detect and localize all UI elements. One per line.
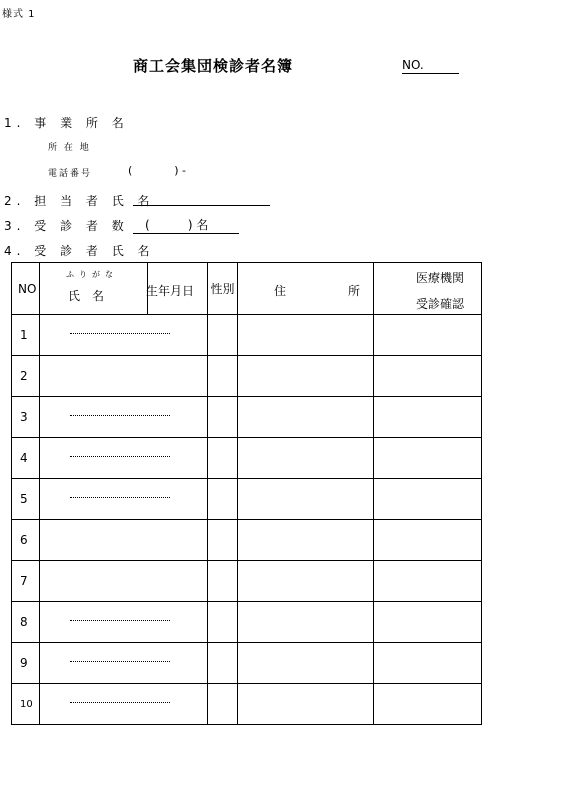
address-cell[interactable]: [238, 438, 374, 479]
medical-cell[interactable]: [374, 561, 482, 602]
medical-cell[interactable]: [374, 520, 482, 561]
sex-cell[interactable]: [208, 602, 238, 643]
row-number: 3: [12, 397, 40, 438]
sex-cell[interactable]: [208, 520, 238, 561]
header-birthdate: [148, 263, 208, 315]
table-row: [12, 561, 482, 602]
address-cell[interactable]: [238, 602, 374, 643]
sex-cell[interactable]: [208, 561, 238, 602]
sex-cell[interactable]: [208, 438, 238, 479]
name-birthdate-cell[interactable]: [40, 479, 208, 520]
table-header-row: [12, 263, 482, 315]
name-birthdate-cell[interactable]: [40, 356, 208, 397]
medical-cell[interactable]: [374, 397, 482, 438]
name-birthdate-cell[interactable]: [40, 438, 208, 479]
header-furigana: ふりがな: [66, 270, 118, 279]
table-row: [12, 438, 482, 479]
name-birthdate-cell[interactable]: [40, 684, 208, 725]
header-address-2: 所: [348, 284, 361, 298]
row-number: 1: [12, 315, 40, 356]
table-row: [12, 479, 482, 520]
name-birthdate-cell[interactable]: [40, 315, 208, 356]
address-cell[interactable]: [238, 397, 374, 438]
medical-cell[interactable]: [374, 315, 482, 356]
document-number-field[interactable]: NO.: [402, 58, 459, 74]
location-label: 所 在 地: [48, 143, 91, 153]
examinee-count-field[interactable]: ( ) 名: [133, 216, 239, 234]
header-address-1: 住: [274, 284, 287, 298]
sex-cell[interactable]: [208, 684, 238, 725]
name-birthdate-cell[interactable]: [40, 643, 208, 684]
examinee-names-label: 4. 受 診 者 氏 名: [4, 244, 155, 258]
sex-cell[interactable]: [208, 479, 238, 520]
name-dotted-line: [70, 333, 170, 334]
sex-cell[interactable]: [208, 643, 238, 684]
row-number: 6: [12, 520, 40, 561]
document-title: 商工会集団検診者名簿: [133, 57, 294, 75]
table-row: [12, 684, 482, 725]
address-cell[interactable]: [238, 561, 374, 602]
medical-cell[interactable]: [374, 602, 482, 643]
medical-cell[interactable]: [374, 438, 482, 479]
name-birthdate-cell[interactable]: [40, 520, 208, 561]
table-row: [12, 397, 482, 438]
name-dotted-line: [70, 661, 170, 662]
form-number: 様式 1: [2, 9, 36, 20]
examinee-count-label: 3. 受 診 者 数: [4, 219, 129, 233]
header-exam-confirmation: 受診確認: [416, 297, 465, 311]
name-birthdate-cell[interactable]: [40, 397, 208, 438]
row-number: 5: [12, 479, 40, 520]
table-row: [12, 643, 482, 684]
name-dotted-line: [70, 415, 170, 416]
header-medical-institution: 医療機関: [416, 271, 465, 285]
name-dotted-line: [70, 456, 170, 457]
header-birthdate-text: 生年月日: [146, 284, 195, 298]
name-dotted-line: [70, 620, 170, 621]
name-birthdate-cell[interactable]: [40, 602, 208, 643]
medical-cell[interactable]: [374, 479, 482, 520]
phone-label: 電話番号: [48, 169, 93, 179]
address-cell[interactable]: [238, 684, 374, 725]
examinee-table: [11, 262, 482, 725]
address-cell[interactable]: [238, 520, 374, 561]
row-number: 2: [12, 356, 40, 397]
table-row: [12, 520, 482, 561]
sex-cell[interactable]: [208, 397, 238, 438]
address-cell[interactable]: [238, 315, 374, 356]
row-number: 10: [12, 684, 40, 725]
name-dotted-line: [70, 497, 170, 498]
medical-cell[interactable]: [374, 684, 482, 725]
row-number: 4: [12, 438, 40, 479]
table-row: [12, 315, 482, 356]
contact-person-label: 2. 担 当 者 氏 名: [4, 194, 155, 208]
name-birthdate-cell[interactable]: [40, 561, 208, 602]
table-row: [12, 356, 482, 397]
header-medical: [374, 263, 482, 315]
medical-cell[interactable]: [374, 643, 482, 684]
address-cell[interactable]: [238, 479, 374, 520]
header-sex: 性別: [208, 263, 238, 315]
header-name-text: 氏 名: [68, 289, 105, 303]
business-name-label: 1. 事 業 所 名: [4, 116, 129, 130]
header-no: NO: [12, 263, 40, 315]
row-number: 7: [12, 561, 40, 602]
name-dotted-line: [70, 702, 170, 703]
medical-cell[interactable]: [374, 356, 482, 397]
sex-cell[interactable]: [208, 315, 238, 356]
header-address: [238, 263, 374, 315]
sex-cell[interactable]: [208, 356, 238, 397]
header-name: [40, 263, 148, 315]
row-number: 8: [12, 602, 40, 643]
row-number: 9: [12, 643, 40, 684]
address-cell[interactable]: [238, 356, 374, 397]
contact-person-field[interactable]: [133, 205, 270, 206]
table-row: [12, 602, 482, 643]
address-cell[interactable]: [238, 643, 374, 684]
phone-input-format[interactable]: ( ) -: [128, 164, 187, 177]
